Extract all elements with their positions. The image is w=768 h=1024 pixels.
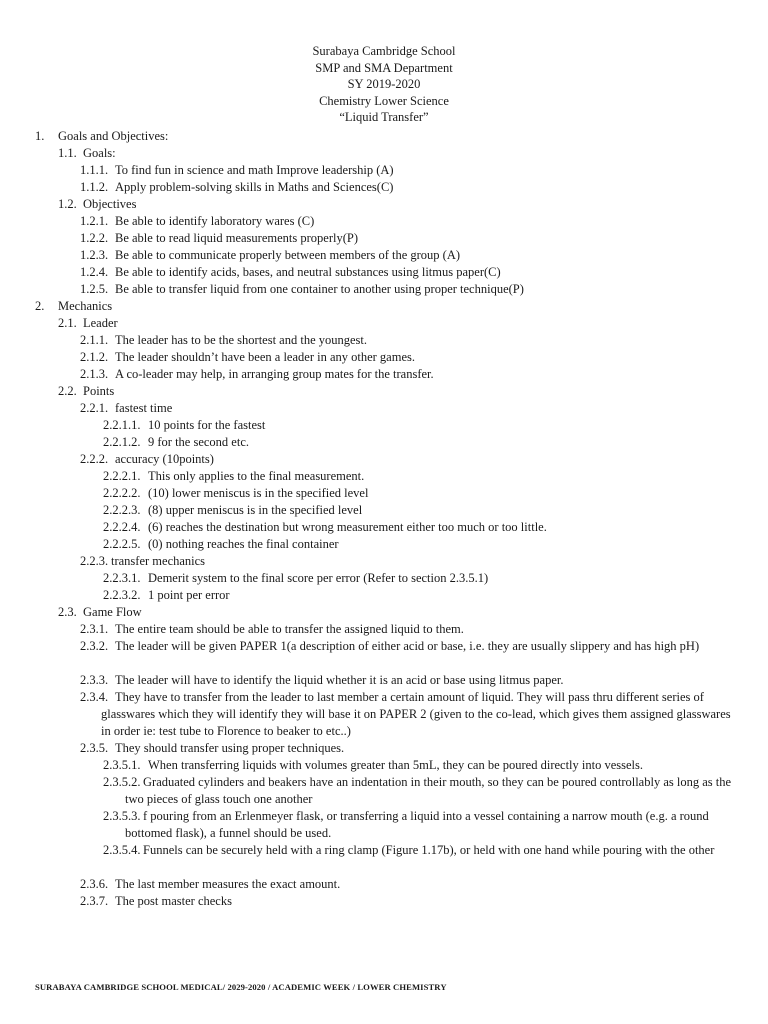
outline-item-1-2-2	[0, 230, 768, 247]
outline-number: 2.3.5.3.	[103, 809, 141, 823]
outline-text: 9 for the second etc.	[148, 435, 250, 449]
outline-number: 2.3.	[58, 605, 77, 619]
outline-text: Be able to communicate properly between members of the group (A)	[115, 248, 461, 262]
outline-number: 2.1.1.	[80, 333, 109, 347]
outline-number: 2.2.1.	[80, 401, 109, 415]
outline-number: 2.3.6.	[80, 877, 109, 891]
page-footer: SURABAYA CAMBRIDGE SCHOOL MEDICAL/ 2029-2020 / ACADEMIC WEEK / LOWER CHEMISTRY	[35, 982, 447, 992]
outline-item-2-2-2-4	[0, 519, 768, 536]
outline-text: The leader has to be the shortest and the youngest.	[115, 333, 368, 347]
outline-text: Graduated cylinders and beakers have an indentation in their mouth, so they can be poured controllably as long as the two pieces of glass touch one another	[125, 775, 732, 806]
outline-text: (6) reaches the destination but wrong measurement either too much or too little.	[148, 520, 547, 534]
outline-item-2-1	[0, 315, 768, 332]
outline-text: (10) lower meniscus is in the specified level	[148, 486, 369, 500]
outline-number: 1.2.3.	[80, 248, 109, 262]
outline-number: 2.2.2.	[80, 452, 109, 466]
outline-text: When transferring liquids with volumes greater than 5mL, they can be poured directly into vessels.	[148, 758, 644, 772]
outline-item-1-1	[0, 145, 768, 162]
outline-text: Be able to identify laboratory wares (C)	[115, 214, 315, 228]
outline-item-2-1-2	[0, 349, 768, 366]
outline-number: 2.2.3.	[80, 554, 109, 568]
outline-item-2-1-3	[0, 366, 768, 383]
outline-text: The last member measures the exact amount.	[115, 877, 341, 891]
outline-item-1-1-1	[0, 162, 768, 179]
outline-item-2-2-3-1	[0, 570, 768, 587]
outline-item-2-3-5-2	[0, 774, 768, 808]
outline-number: 2.3.3.	[80, 673, 109, 687]
outline-text: transfer mechanics	[111, 554, 206, 568]
outline-text: To find fun in science and math Improve leadership (A)	[115, 163, 394, 177]
outline-text: Game Flow	[83, 605, 142, 619]
outline-text: Leader	[83, 316, 118, 330]
school-name: Surabaya Cambridge School	[312, 44, 456, 58]
outline-text: The post master checks	[115, 894, 232, 908]
outline-text: Goals and Objectives:	[58, 129, 169, 143]
outline-item-2-2-1	[0, 400, 768, 417]
outline-item-1-2-3	[0, 247, 768, 264]
outline-text: Goals:	[83, 146, 116, 160]
outline-item-2-3-5	[0, 740, 768, 757]
outline-text: 10 points for the fastest	[148, 418, 266, 432]
outline-item-2-2-2-5	[0, 536, 768, 553]
outline-number: 2.3.4.	[80, 690, 109, 704]
outline-item-2-3-3	[0, 672, 768, 689]
outline-text: 1 point per error	[148, 588, 230, 602]
outline-text: f pouring from an Erlenmeyer flask, or transferring a liquid into a vessel containing a narrow mouth (e.g. a round bottomed flask), a funnel should be used.	[125, 809, 709, 840]
outline-item-2	[0, 298, 768, 315]
outline-number: 1.1.	[58, 146, 77, 160]
outline-number: 1.2.	[58, 197, 77, 211]
outline-number: 2.2.3.2.	[103, 588, 141, 602]
outline-text: The leader will have to identify the liquid whether it is an acid or base using litmus paper.	[115, 673, 564, 687]
outline-text: fastest time	[115, 401, 173, 415]
outline-number: 2.2.3.1.	[103, 571, 141, 585]
subject-name: Chemistry Lower Science	[319, 93, 449, 108]
outline-item-2-3-6	[0, 876, 768, 893]
outline-number: 2.1.2.	[80, 350, 109, 364]
outline-number: 1.2.5.	[80, 282, 109, 296]
outline-item-2-2-2-2	[0, 485, 768, 502]
outline-item-2-2-3-2	[0, 587, 768, 604]
outline-item-2-2-2	[0, 451, 768, 468]
outline-number: 2.1.	[58, 316, 77, 330]
outline-text: Mechanics	[58, 299, 113, 313]
outline-text: Objectives	[83, 197, 137, 211]
document-header	[0, 43, 768, 126]
outline-item-2-2-3	[0, 553, 768, 570]
outline-text: This only applies to the final measurement.	[148, 469, 365, 483]
outline-item-2-3	[0, 604, 768, 621]
outline-number: 2.2.1.1.	[103, 418, 141, 432]
outline-item-2-1-1	[0, 332, 768, 349]
department-name: SMP and SMA Department	[315, 60, 453, 75]
outline-number: 2.2.1.2.	[103, 435, 141, 449]
outline-item-2-2-1-2	[0, 434, 768, 451]
outline-list	[0, 128, 768, 910]
outline-text: (0) nothing reaches the final container	[148, 537, 339, 551]
outline-number: 1.1.1.	[80, 163, 109, 177]
outline-number: 2.3.5.	[80, 741, 109, 755]
outline-number: 2.3.7.	[80, 894, 109, 908]
outline-number: 1.2.4.	[80, 265, 109, 279]
outline-item-2-3-5-4	[0, 842, 768, 876]
outline-number: 2.3.2.	[80, 639, 109, 653]
outline-item-2-2-2-3	[0, 502, 768, 519]
outline-number: 2.3.5.4.	[103, 843, 141, 857]
outline-item-2-3-1	[0, 621, 768, 638]
outline-number: 2.2.2.2.	[103, 486, 141, 500]
outline-number: 2.3.5.1.	[103, 758, 141, 772]
outline-text: Demerit system to the final score per error (Refer to section 2.3.5.1)	[148, 571, 489, 585]
outline-number: 2.2.2.4.	[103, 520, 141, 534]
outline-item-1-2	[0, 196, 768, 213]
school-year: SY 2019-2020	[347, 77, 421, 92]
outline-number: 1.2.1.	[80, 214, 109, 228]
outline-text: The leader will be given PAPER 1(a description of either acid or base, i.e. they are usually slippery and has high pH)	[115, 639, 700, 653]
outline-number: 2.1.3.	[80, 367, 109, 381]
outline-number: 2.2.2.5.	[103, 537, 141, 551]
outline-number: 2.3.1.	[80, 622, 109, 636]
outline-text: The entire team should be able to transfer the assigned liquid to them.	[115, 622, 464, 636]
outline-item-2-3-2	[0, 638, 768, 672]
outline-text: Be able to transfer liquid from one container to another using proper technique(P)	[115, 282, 524, 296]
outline-text: accuracy (10points)	[115, 452, 214, 466]
outline-number: 2.2.2.1.	[103, 469, 141, 483]
activity-title: “Liquid Transfer”	[339, 110, 429, 125]
outline-item-1-1-2	[0, 179, 768, 196]
outline-text: Apply problem-solving skills in Maths and Sciences(C)	[115, 180, 394, 194]
outline-text: (8) upper meniscus is in the specified level	[148, 503, 363, 517]
outline-number: 2.2.2.3.	[103, 503, 141, 517]
outline-text: Funnels can be securely held with a ring clamp (Figure 1.17b), or held with one hand while pouring with the other	[143, 843, 715, 857]
outline-item-2-3-4	[0, 689, 768, 740]
outline-number: 1.1.2.	[80, 180, 109, 194]
outline-number: 1.2.2.	[80, 231, 109, 245]
outline-text: Points	[83, 384, 115, 398]
outline-item-2-3-5-3	[0, 808, 768, 842]
outline-text: They should transfer using proper techniques.	[115, 741, 345, 755]
outline-item-2-3-5-1	[0, 757, 768, 774]
outline-item-1-2-1	[0, 213, 768, 230]
outline-item-2-2-1-1	[0, 417, 768, 434]
outline-text: They have to transfer from the leader to last member a certain amount of liquid. They will pass thru different series of glasswares which they will identify they will base it on PAPER 2 (given to the co-lead, which gives them assigned glasswares in order ie: test tube to Florence to beaker to etc..)	[101, 690, 731, 738]
outline-item-1-2-4	[0, 264, 768, 281]
outline-item-2-2	[0, 383, 768, 400]
outline-text: A co-leader may help, in arranging group mates for the transfer.	[115, 367, 434, 381]
outline-number: 2.2.	[58, 384, 77, 398]
outline-text: The leader shouldn’t have been a leader in any other games.	[115, 350, 415, 364]
outline-item-2-2-2-1	[0, 468, 768, 485]
outline-item-2-3-7	[0, 893, 768, 910]
outline-text: Be able to identify acids, bases, and neutral substances using litmus paper(C)	[115, 265, 501, 279]
outline-number: 2.3.5.2.	[103, 775, 141, 789]
outline-item-1	[0, 128, 768, 145]
outline-item-1-2-5	[0, 281, 768, 298]
outline-number: 1.	[35, 129, 45, 143]
outline-number: 2.	[35, 299, 45, 313]
outline-text: Be able to read liquid measurements properly(P)	[115, 231, 358, 245]
